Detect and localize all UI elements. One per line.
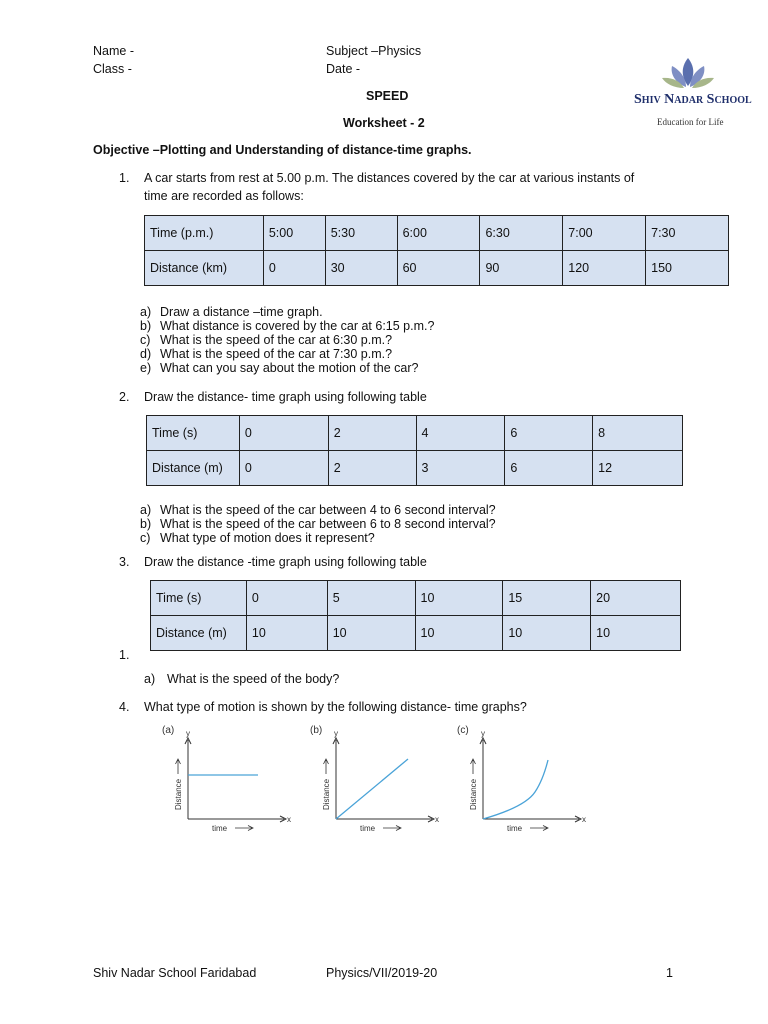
table-cell: 10 — [415, 616, 503, 651]
time-label: time — [507, 824, 523, 833]
q2-text: Draw the distance- time graph using following table — [144, 390, 427, 404]
page-title: SPEED — [366, 89, 409, 103]
table-cell: 30 — [325, 251, 397, 286]
table-cell: 4 — [416, 416, 505, 451]
list-item: a) What is the speed of the body? — [144, 672, 340, 686]
date-label: Date - — [326, 62, 361, 76]
time-arrow — [383, 826, 401, 831]
y-axis-label: y — [334, 729, 338, 738]
school-tagline: Education for Life — [657, 117, 724, 127]
distance-arrow — [471, 759, 476, 774]
q3-subquestions — [144, 672, 339, 686]
q2-table — [146, 415, 683, 486]
table-cell: Distance (km) — [145, 251, 264, 286]
table-cell: 8 — [593, 416, 683, 451]
table-cell: 6 — [505, 451, 593, 486]
graph-panel-label: (a) — [162, 725, 175, 736]
list-item: a) Draw a distance –time graph. — [140, 305, 323, 319]
table-cell: 6:30 — [480, 216, 563, 251]
table-cell: 0 — [263, 251, 325, 286]
table-row — [147, 416, 683, 451]
lotus-icon — [630, 56, 745, 90]
q3-table — [150, 580, 681, 651]
table-cell: 3 — [416, 451, 505, 486]
q1-text-line1: A car starts from rest at 5.00 p.m. The distances covered by the car at various instants of — [144, 171, 635, 185]
table-cell: 7:00 — [563, 216, 646, 251]
table-cell: 150 — [646, 251, 729, 286]
y-axis-label: y — [481, 729, 485, 738]
table-cell: 10 — [415, 581, 503, 616]
name-label: Name - — [93, 44, 134, 58]
table-row — [145, 216, 729, 251]
table-row — [147, 451, 683, 486]
table-row — [151, 581, 681, 616]
x-axis-letter: x — [287, 815, 291, 824]
class-label: Class - — [93, 62, 132, 76]
graph-line — [336, 759, 408, 819]
distance-label: Distance — [322, 778, 331, 810]
table-cell: Distance (m) — [147, 451, 240, 486]
table-cell: Time (p.m.) — [145, 216, 264, 251]
table-cell: 0 — [239, 416, 328, 451]
graph-a — [160, 722, 300, 837]
list-item: a) What is the speed of the car between 4 to 6 second interval? — [140, 503, 496, 517]
footer-code: Physics/VII/2019-20 — [326, 966, 438, 980]
graph-panel-label: (b) — [310, 725, 323, 736]
q1-text-line2: time are recorded as follows: — [144, 189, 304, 203]
table-cell: 60 — [397, 251, 480, 286]
table-cell: Distance (m) — [151, 616, 247, 651]
table-cell: Time (s) — [147, 416, 240, 451]
table-cell: 2 — [328, 451, 416, 486]
table-cell: 0 — [239, 451, 328, 486]
distance-arrow — [176, 759, 181, 774]
q3-number: 3. — [119, 555, 130, 569]
graph-b — [308, 722, 448, 837]
q1-table — [144, 215, 729, 286]
table-cell: 0 — [246, 581, 327, 616]
y-axis-label: y — [186, 729, 190, 738]
table-cell: 5 — [327, 581, 415, 616]
time-arrow — [530, 826, 548, 831]
table-cell: 10 — [327, 616, 415, 651]
table-cell: 12 — [593, 451, 683, 486]
table-cell: 15 — [503, 581, 591, 616]
list-item: c) What type of motion does it represent? — [140, 531, 375, 545]
table-cell: 120 — [563, 251, 646, 286]
distance-label: Distance — [174, 778, 183, 810]
table-cell: 5:30 — [325, 216, 397, 251]
table-cell: 10 — [503, 616, 591, 651]
list-item: d) What is the speed of the car at 7:30 p.m.? — [140, 347, 393, 361]
q3-text: Draw the distance -time graph using following table — [144, 555, 427, 569]
school-logo-text: Shiv Nadar School — [634, 92, 752, 107]
table-cell: 2 — [328, 416, 416, 451]
x-axis-letter: x — [582, 815, 586, 824]
q2-number: 2. — [119, 390, 130, 404]
worksheet-label: Worksheet - 2 — [343, 116, 425, 130]
table-row — [145, 251, 729, 286]
table-cell: 6 — [505, 416, 593, 451]
q4-number: 4. — [119, 700, 130, 714]
distance-arrow — [324, 759, 329, 774]
graph-c — [455, 722, 595, 837]
q1-subquestions — [140, 305, 434, 375]
table-cell: Time (s) — [151, 581, 247, 616]
table-cell: 10 — [246, 616, 327, 651]
table-cell: 10 — [591, 616, 681, 651]
time-arrow — [235, 826, 253, 831]
page-number: 1 — [666, 966, 673, 980]
q3-extra-number: 1. — [119, 648, 130, 662]
footer-school: Shiv Nadar School Faridabad — [93, 966, 257, 980]
time-label: time — [212, 824, 228, 833]
table-cell: 5:00 — [263, 216, 325, 251]
list-item: e) What can you say about the motion of the car? — [140, 361, 419, 375]
q4-text: What type of motion is shown by the following distance- time graphs? — [144, 700, 527, 714]
table-cell: 20 — [591, 581, 681, 616]
list-item: c) What is the speed of the car at 6:30 p.m.? — [140, 333, 393, 347]
table-cell: 7:30 — [646, 216, 729, 251]
x-axis-letter: x — [435, 815, 439, 824]
subject-label: Subject –Physics — [326, 44, 422, 58]
graph-curve — [483, 760, 548, 819]
graph-panel-label: (c) — [457, 725, 469, 736]
table-cell: 90 — [480, 251, 563, 286]
q1-number: 1. — [119, 171, 130, 185]
objective: Objective –Plotting and Understanding of distance-time graphs. — [93, 143, 472, 157]
table-cell: 6:00 — [397, 216, 480, 251]
list-item: b) What is the speed of the car between 6 to 8 second interval? — [140, 517, 496, 531]
q2-subquestions — [140, 503, 496, 545]
school-logo — [630, 56, 752, 131]
table-row — [151, 616, 681, 651]
list-item: b) What distance is covered by the car at 6:15 p.m.? — [140, 319, 435, 333]
distance-label: Distance — [469, 778, 478, 810]
time-label: time — [360, 824, 376, 833]
